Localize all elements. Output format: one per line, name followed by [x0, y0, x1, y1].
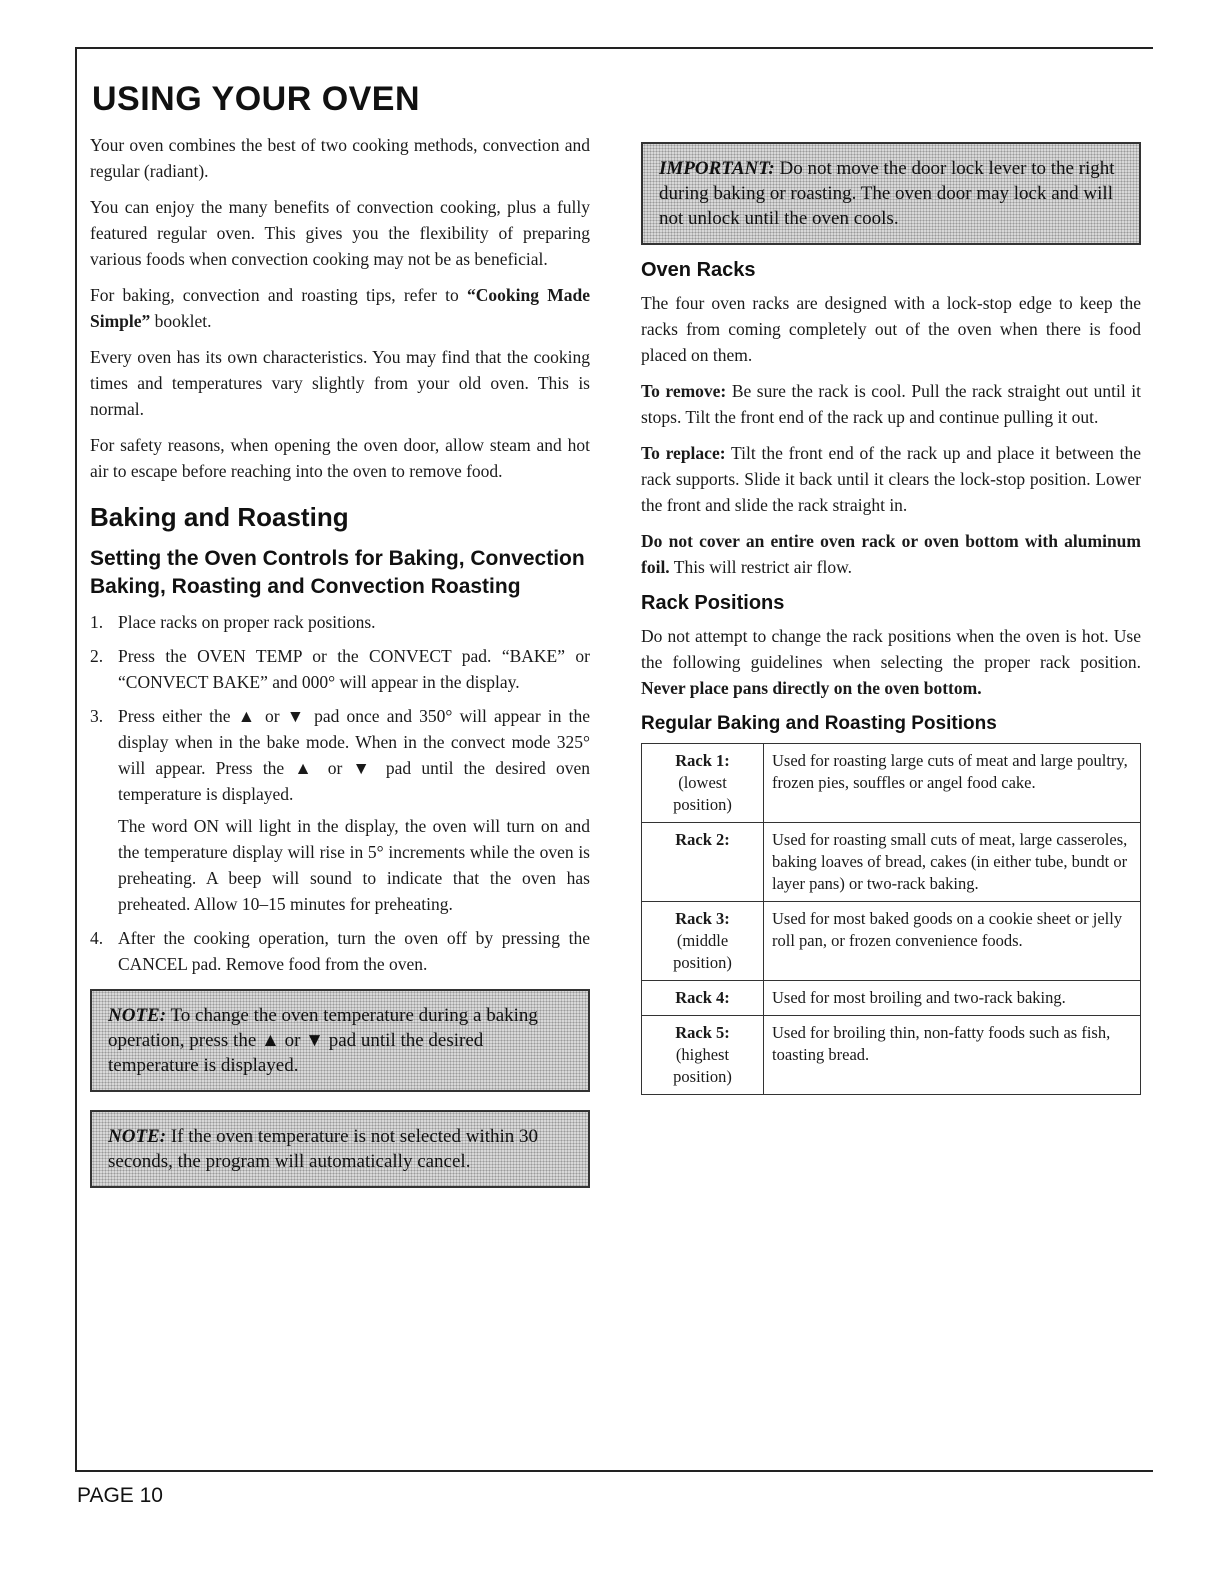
racks-intro: The four oven racks are designed with a lock-stop edge to keep the racks from coming completely out of the oven when there is food placed on them. [641, 293, 1141, 365]
intro-paragraph: You can enjoy the many benefits of convection cooking, plus a fully featured regular oven. This gives you the flexibility of preparing various foods when convection cooking may not be as beneficial. [90, 197, 590, 269]
rack-cell: Rack 5: (highest position) [642, 1016, 764, 1095]
step-item: 4. After the cooking operation, turn the oven off by pressing the CANCEL pad. Remove food from the oven. [90, 928, 590, 974]
foil-warning: Do not cover an entire oven rack or oven bottom with aluminum foil. This will restrict air flow. [641, 531, 1141, 577]
intro-paragraph: Every oven has its own characteristics. You may find that the cooking times and temperatures vary slightly from your old oven. This is normal. [90, 347, 590, 419]
rack-use-cell: Used for broiling thin, non-fatty foods such as fish, toasting bread. [764, 1016, 1141, 1095]
rack-cell: Rack 3: (middle position) [642, 902, 764, 981]
step-item: 2. Press the OVEN TEMP or the CONVECT pad. “BAKE” or “CONVECT BAKE” and 000° will appear in the display. [90, 646, 590, 692]
heading-rack-table: Regular Baking and Roasting Positions [641, 713, 997, 734]
section-heading-baking: Baking and Roasting [90, 502, 349, 532]
heading-oven-racks: Oven Racks [641, 259, 756, 281]
rack-cell: Rack 2: [642, 823, 764, 902]
table-row [642, 823, 1141, 902]
page-title: USING YOUR OVEN [92, 80, 421, 118]
rack-cell: Rack 4: [642, 981, 764, 1016]
important-box: IMPORTANT: Do not move the door lock lever to the right during baking or roasting. The oven door may lock and will not unlock until the oven cools. [641, 142, 1141, 245]
table-row [642, 744, 1141, 823]
replace-instructions: To replace: Tilt the front end of the rack up and place it between the rack supports. Slide it back until it clears the lock-stop position. Lower the front and slide the rack straight in. [641, 443, 1142, 515]
table-row [642, 981, 1141, 1016]
rack-use-cell: Used for most broiling and two-rack baking. [764, 981, 1141, 1016]
rack-use-cell: Used for roasting large cuts of meat and large poultry, frozen pies, souffles or angel food cake. [764, 744, 1141, 823]
left-column [90, 132, 590, 1206]
left-rule [75, 47, 77, 1472]
right-column [641, 142, 1141, 1095]
step-extra: The word ON will light in the display, the oven will turn on and the temperature display will rise in 5° increments while the oven is preheating. A beep will sound to indicate that the oven has preheated. Allow 10–15 minutes for preheating. [118, 816, 590, 914]
page-number: PAGE 10 [77, 1484, 163, 1507]
steps-list [90, 609, 590, 977]
sub-heading-controls: Setting the Oven Controls for Baking, Convection Baking, Roasting and Convection Roasting [90, 547, 585, 598]
top-rule [75, 47, 1153, 49]
positions-intro: Do not attempt to change the rack positions when the oven is hot. Use the following guidelines when selecting the proper rack position. Never place pans directly on the oven bottom. [641, 626, 1141, 698]
rack-cell: Rack 1: (lowest position) [642, 744, 764, 823]
step-item: 1. Place racks on proper rack positions. [90, 612, 376, 632]
booklet-title: “Cooking Made Simple” [90, 285, 590, 331]
tips-paragraph: For baking, convection and roasting tips, refer to “Cooking Made Simple” booklet. [90, 285, 590, 331]
remove-instructions: To remove: Be sure the rack is cool. Pull the rack straight out until it stops. Tilt the front end of the rack up and continue pulling it out. [641, 381, 1141, 427]
heading-rack-positions: Rack Positions [641, 592, 785, 614]
rack-use-cell: Used for most baked goods on a cookie sheet or jelly roll pan, or frozen convenience foods. [764, 902, 1141, 981]
intro-paragraph: Your oven combines the best of two cooking methods, convection and regular (radiant). [90, 135, 590, 181]
note-box-timeout: NOTE: If the oven temperature is not selected within 30 seconds, the program will automatically cancel. [90, 1110, 590, 1188]
intro-paragraph: For safety reasons, when opening the oven door, allow steam and hot air to escape before reaching into the oven to remove food. [90, 435, 590, 481]
step-item: 3. Press either the ▲ or ▼ pad once and 350° will appear in the display when in the bake mode. When in the convect mode 325° will appear. Press the ▲ or ▼ pad until the desired oven temperature is displayed. The word ON will light in the display, the oven will turn on and the temperature display will rise in 5° increments while the oven is preheating. A beep will sound to indicate that the oven has preheated. Allow 10–15 minutes for preheating. [90, 703, 590, 917]
rack-use-cell: Used for roasting small cuts of meat, large casseroles, baking loaves of bread, cakes (in either tube, bundt or layer pans) or two-rack baking. [764, 823, 1141, 902]
note-box-temperature: NOTE: To change the oven temperature during a baking operation, press the ▲ or ▼ pad until the desired temperature is displayed. [90, 989, 590, 1092]
rack-positions-table [641, 743, 1141, 1095]
bottom-rule [75, 1470, 1153, 1472]
table-row [642, 1016, 1141, 1095]
table-row [642, 902, 1141, 981]
